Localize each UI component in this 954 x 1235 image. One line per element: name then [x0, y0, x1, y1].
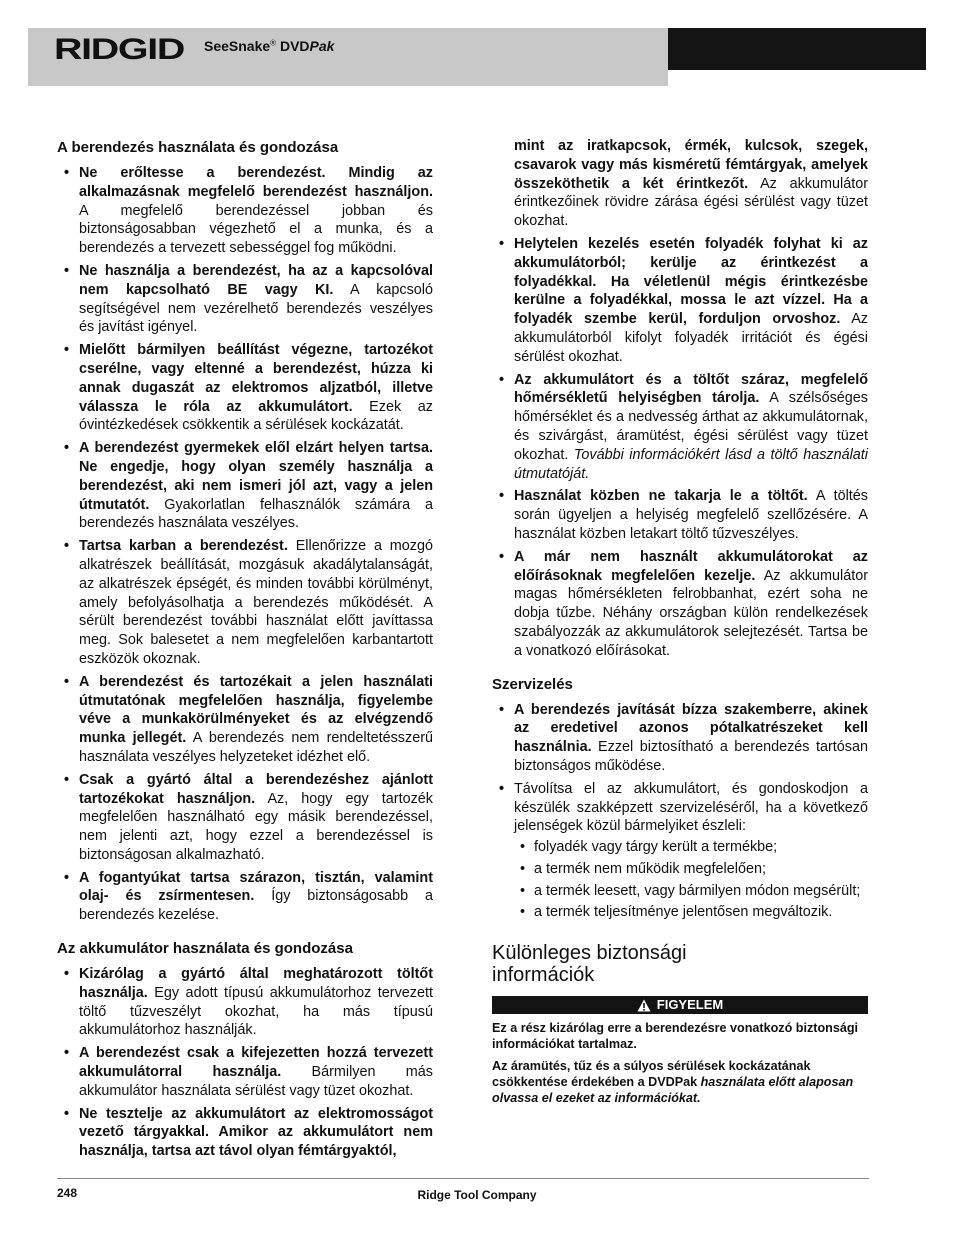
- item-text: Így biztonságosabb a berendezés kezelése.: [79, 888, 433, 924]
- item-text: A berendezés nem rendeltetésszerű használata veszélyes helyzeteket idézhet elő.: [79, 730, 433, 765]
- equipment-list: [57, 164, 433, 925]
- item-bold: A berendezést csak a kifejezetten hozzá tervezett akkumulátorral használja.: [79, 1045, 433, 1081]
- list-item: [57, 537, 433, 669]
- sub-list-item: • a termék leesett, vagy bármilyen módon megsérült;: [514, 882, 868, 901]
- section-heading-battery: Az akkumulátor használata és gondozása: [57, 940, 353, 958]
- item-text: Ezzel biztosítható a berendezés tartósan biztonságos működése.: [514, 739, 868, 774]
- page-number: 248: [57, 1186, 78, 1200]
- item-text: Ellenőrizze a mozgó alkatrészek beállítását, mozgásuk akadálytalanságát, az alkatrészek épségét, és minden további körülményt, amely befolyásolhatja a berendezés működését. A sérült berendezést további használat előtt javíttassa meg. Sok balesetet a nem megfelelően karbantartott eszközök okoznak.: [79, 538, 433, 667]
- item-bold: Ne erőltesse a berendezést. Mindig az alkalmazásnak megfelelő berendezést használjon.: [79, 165, 433, 200]
- item-bold: Mielőtt bármilyen beállítást végezne, tartozékot cserélne, vagy eltenné a berendezést, húzza ki annak dugaszát az elektromos aljzatból, illetve válassza le róla az akkumulátort.: [79, 342, 433, 415]
- heading-line-2: információk: [492, 964, 595, 987]
- left-column: [57, 138, 433, 1165]
- list-item: [492, 701, 868, 776]
- item-bold: Ne tesztelje az akkumulátort az elektromosságot vezető tárgyakkal. Amikor az akkumulátort nem használja, tartsa azt távol olyan fémtárgyaktól,: [79, 1105, 433, 1160]
- product-title: [204, 38, 334, 54]
- list-item: [57, 1105, 433, 1161]
- list-item: [57, 262, 433, 337]
- sub-list-item: • a termék teljesítménye jelentősen megváltozik.: [514, 903, 868, 922]
- item-bold: A berendezést és tartozékait a jelen használati útmutatónak megfelelően használja, figyelembe véve a munkakörülményeket és az elvégzendő munka jellegét.: [79, 673, 433, 747]
- special-safety-heading: [492, 942, 868, 986]
- battery-item-continuation: [492, 137, 868, 231]
- right-column: [492, 137, 868, 1112]
- item-bold: A berendezést gyermekek elől elzárt helyen tartsa. Ne engedje, hogy olyan személy használja a berendezést, aki nem ismeri jól azt, vagy a jelen útmutatót.: [79, 440, 433, 513]
- product-name: SeeSnake: [204, 38, 271, 54]
- item-bold: A berendezés javítását bízza szakemberre, akinek az eredetivel azonos pótalkatrészeket kell használnia.: [514, 701, 868, 756]
- item-text: Az akkumulátorból kifolyt folyadék irritációt és égési sérülést okozhat.: [514, 311, 868, 365]
- list-item: [492, 487, 868, 543]
- warning-p2-italic: használata előtt alaposan olvassa el ezeket az információkat.: [492, 1075, 854, 1106]
- heading-line-1: Különleges biztonsági: [492, 942, 687, 965]
- item-text: A szélsőséges hőmérséklet és a nedvesség árthat az akkumulátornak, és szivárgást, áramütést, égési sérülést vagy tüzet okozhat.: [514, 390, 868, 463]
- item-text: Bármilyen más akkumulátor használata sérülést vagy tüzet okozhat.: [79, 1064, 433, 1099]
- product-model-b: Pak: [309, 38, 335, 54]
- list-item: [492, 235, 868, 367]
- page-header: [28, 28, 926, 86]
- item-bold: Az akkumulátort és a töltőt száraz, megfelelő hőmérsékletű helyiségben tárolja.: [514, 371, 868, 407]
- item-text: Gyakorlatlan felhasználók számára a berendezés használata veszélyes.: [79, 496, 433, 532]
- list-item: [492, 548, 868, 661]
- sub-list-item: • a termék nem működik megfelelően;: [514, 860, 868, 879]
- item-text: A megfelelő berendezéssel jobban és biztonságosabban végezhető el a munka, és a berendezés a tervezett sebességgel fog működni.: [79, 202, 433, 257]
- list-item: [57, 439, 433, 533]
- list-item: [57, 965, 433, 1040]
- item-text: Egy adott típusú akkumulátorhoz tervezett töltő tűzveszélyt okozhat, ha más típusú akkumulátorhoz használják.: [79, 984, 433, 1039]
- header-black-band: [668, 28, 926, 70]
- list-item: [57, 869, 433, 925]
- warning-paragraph-2: [492, 1058, 868, 1106]
- list-item: [57, 1044, 433, 1100]
- battery-list-continued: [492, 235, 868, 661]
- warning-banner: [492, 996, 868, 1014]
- item-bold: Használat közben ne takarja le a töltőt.: [514, 488, 808, 505]
- footer-divider: [57, 1178, 869, 1179]
- list-item: [57, 341, 433, 435]
- warning-label: FIGYELEM: [656, 997, 724, 1013]
- ridgid-logo: [54, 34, 186, 64]
- brand-text: RIDGID: [54, 34, 185, 64]
- product-model-a: DVD: [279, 38, 310, 54]
- list-item: [57, 771, 433, 865]
- item-text: A kapcsoló segítségével nem vezérelhető berendezés veszélyes és javítást igényel.: [79, 281, 433, 336]
- item-text: Ezek az óvintézkedések csökkentik a sérülések kockázatát.: [79, 398, 433, 434]
- item-text: Az, hogy egy tartozék megfelelően használható egy másik berendezéssel, nem jelenti azt, hogy ezzel a berendezéssel is biztonságosan alkalmazható.: [79, 790, 433, 863]
- registered-mark: ®: [270, 38, 277, 48]
- item-text: Az akkumulátor érintkezőinek rövidre zárása égési sérülést vagy tüzet okozhat.: [514, 175, 868, 230]
- item-bold: Csak a gyártó által a berendezéshez ajánlott tartozékokat használjon.: [79, 771, 433, 807]
- warning-paragraph-1: Ez a rész kizárólag erre a berendezésre vonatkozó biztonsági információkat tartalmaz.: [492, 1021, 859, 1052]
- section-heading-equipment: A berendezés használata és gondozása: [57, 139, 339, 156]
- item-bold: Kizárólag a gyártó által meghatározott töltőt használja.: [79, 966, 433, 1001]
- warning-p2-text: Az áramütés, tűz és a súlyos sérülések kockázatának csökkentése érdekében a DVDPak: [492, 1059, 811, 1090]
- list-item: [57, 164, 433, 258]
- list-item: [57, 673, 433, 767]
- item-text: Távolítsa el az akkumulátort, és gondoskodjon a készülék szakképzett szervizeléséről, ha a következő jelenségek közül bármelyiket észleli:: [514, 780, 868, 835]
- item-bold: Helytelen kezelés esetén folyadék folyhat ki az akkumulátorból; kerülje az érintkezést a folyadékkal. Ha véletlenül mégis érintkezésbe kerülne a folyadékkal, mossa le azt vízzel. Ha a folyadék szembe kerül, forduljon orvoshoz.: [514, 235, 868, 328]
- footer-company: Ridge Tool Company: [417, 1188, 537, 1202]
- service-sublist: [514, 838, 868, 922]
- item-text: Az akkumulátor magas hőmérsékleten felrobbanhat, ezért soha ne dobja tűzbe. Néhány országban külön rendelkezések szabályozzák az akkumulátorok selejtezését. Tartsa be a vonatkozó előírásokat.: [514, 567, 868, 659]
- service-list: [492, 701, 868, 923]
- item-bold: A már nem használt akkumulátorokat az előírásoknak megfelelően kezelje.: [514, 548, 868, 584]
- item-bold: A fogantyúkat tartsa szárazon, tisztán, valamint olaj- és zsírmentesen.: [79, 869, 433, 905]
- list-item: [492, 371, 868, 484]
- sub-list-item: • folyadék vagy tárgy került a termékbe;: [514, 838, 868, 857]
- item-bold: mint az iratkapcsok, érmék, kulcsok, szegek, csavarok vagy más kisméretű fémtárgyak, amelyek összeköthetik a két érintkezőt.: [514, 138, 868, 192]
- list-item: [492, 780, 868, 923]
- item-text: A töltés során ügyeljen a helyiség megfelelő szellőzésére. A használat közben letakart töltő tűzveszélyes.: [514, 488, 868, 542]
- item-bold: Ne használja a berendezést, ha az a kapcsolóval nem kapcsolható BE vagy KI.: [79, 262, 433, 298]
- item-italic: További információkért lásd a töltő használati útmutatóját.: [514, 446, 869, 482]
- item-bold: Tartsa karban a berendezést.: [79, 538, 288, 555]
- warning-triangle-icon: [637, 999, 651, 1012]
- battery-list: [57, 965, 433, 1161]
- section-heading-service: Szervizelés: [492, 675, 573, 693]
